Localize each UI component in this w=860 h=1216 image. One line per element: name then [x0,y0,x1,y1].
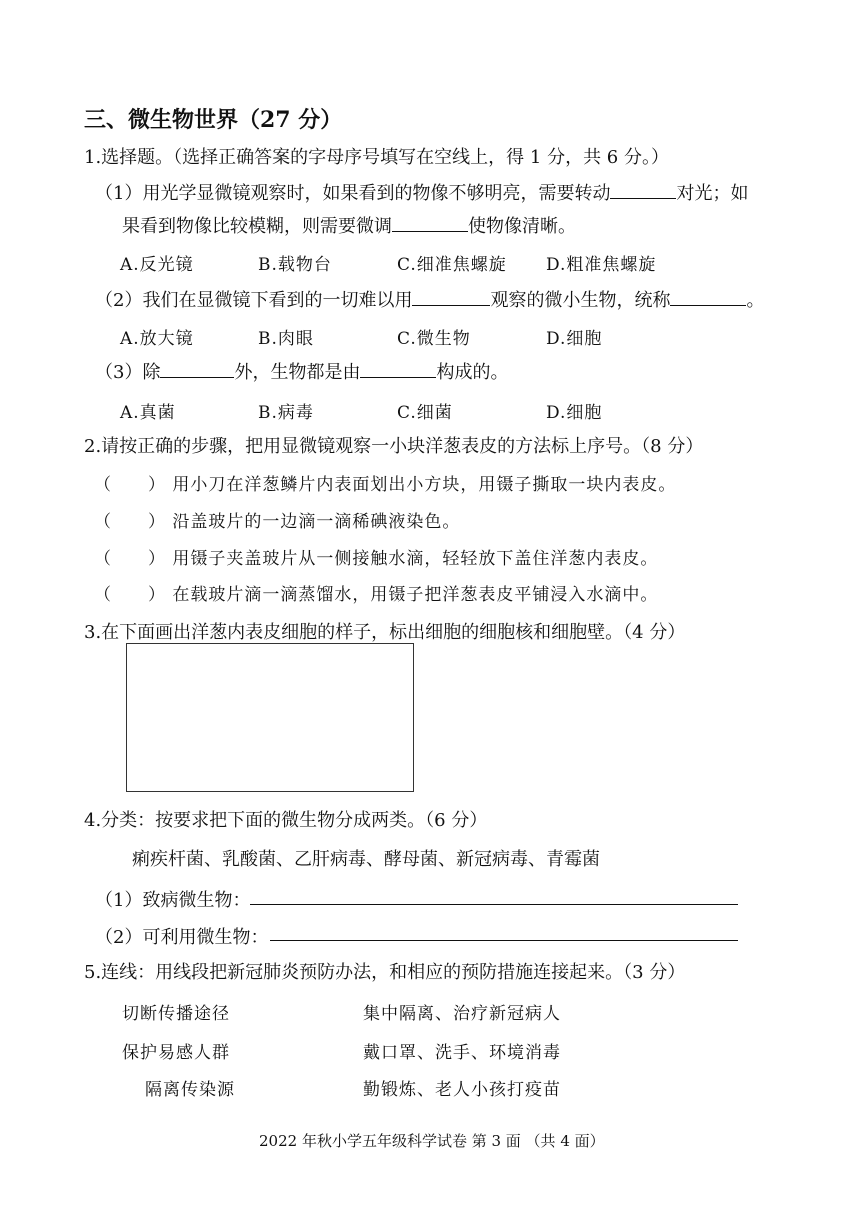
q5-left-item-1[interactable]: 切断传播途径 [122,1004,230,1024]
q1-sub3-option-a: A.真菌 [120,403,176,423]
q1-sub2-text-c: 。 [746,290,765,311]
drawing-box[interactable] [126,643,414,792]
q5-right-item-3[interactable]: 勤锻炼、老人小孩打疫苗 [363,1080,561,1100]
q1-sub2-text-a: （2）我们在显微镜下看到的一切难以用 [95,290,413,311]
q4-title: 4.分类：按要求把下面的微生物分成两类。（6 分） [84,810,488,831]
q1-sub3-option-b: B.病毒 [258,403,314,423]
step-text: 沿盖玻片的一边滴一滴稀碘液染色。 [172,512,461,532]
answer-blank[interactable] [670,289,746,306]
q2-step-1 [94,470,676,495]
q5-title: 5.连线：用线段把新冠肺炎预防办法，和相应的预防措施连接起来。（3 分） [84,962,686,983]
page-footer: 2022 年秋小学五年级科学试卷 第 3 面 （共 4 面） [259,1132,605,1150]
q4-category-1-label: （1）致病微生物： [95,890,251,911]
answer-blank[interactable] [392,215,468,232]
section-title: 三、微生物世界（27 分） [84,107,343,133]
q3-title: 3.在下面画出洋葱内表皮细胞的样子，标出细胞的细胞核和细胞壁。（4 分） [84,622,686,643]
q1-sub1-text-c: 果看到物像比较模糊，则需要微调 [122,216,392,237]
q1-sub2-option-d: D.细胞 [546,329,603,349]
q2-step-2 [94,507,460,532]
q1-sub2-option-a: A.放大镜 [120,329,194,349]
q1-sub1-option-a: A.反光镜 [120,255,194,275]
q5-left-item-3[interactable]: 隔离传染源 [145,1080,235,1100]
order-blank[interactable]: （ ） [94,585,166,605]
order-blank[interactable]: （ ） [94,512,166,532]
q4-category-2-label: （2）可利用微生物： [95,927,269,948]
q5-left-item-2[interactable]: 保护易感人群 [122,1043,230,1063]
q1-sub1-option-b: B.载物台 [258,255,332,275]
order-blank[interactable]: （ ） [94,549,166,569]
step-text: 用镊子夹盖玻片从一侧接触水滴，轻轻放下盖住洋葱内表皮。 [172,549,659,569]
step-text: 在载玻片滴一滴蒸馏水，用镊子把洋葱表皮平铺浸入水滴中。 [172,585,659,605]
q1-sub1-option-c: C.细准焦螺旋 [397,255,507,275]
q1-sub1-text-b: 对光；如 [676,183,749,204]
q1-sub3-option-c: C.细菌 [397,403,453,423]
q4-category-1-answer-line[interactable] [250,904,738,905]
order-blank[interactable]: （ ） [94,475,166,495]
q1-sub1-text-a: （1）用光学显微镜观察时，如果看到的物像不够明亮，需要转动 [95,183,611,204]
q1-sub3-text-c: 构成的。 [436,362,509,383]
q1-sub2-option-b: B.肉眼 [258,329,314,349]
q5-right-item-2[interactable]: 戴口罩、洗手、环境消毒 [363,1043,561,1063]
q1-sub3-line [95,358,508,384]
answer-blank[interactable] [412,289,490,306]
answer-blank[interactable] [610,182,676,199]
q5-right-item-1[interactable]: 集中隔离、治疗新冠病人 [363,1004,561,1024]
q1-title: 1.选择题。（选择正确答案的字母序号填写在空线上，得 1 分，共 6 分。） [84,147,669,168]
step-text: 用小刀在洋葱鳞片内表面划出小方块，用镊子撕取一块内表皮。 [172,475,677,495]
q1-sub1-option-d: D.粗准焦螺旋 [546,255,657,275]
q1-sub1-text-d: 使物像清晰。 [468,216,576,237]
q4-microbe-list: 痢疾杆菌、乳酸菌、乙肝病毒、酵母菌、新冠病毒、青霉菌 [132,849,600,870]
q1-sub3-text-b: 外，生物都是由 [234,362,361,383]
q4-category-2-answer-line[interactable] [270,940,738,941]
q1-sub2-option-c: C.微生物 [397,329,471,349]
q1-sub1-line2 [122,212,576,238]
answer-blank[interactable] [360,361,436,378]
answer-blank[interactable] [160,361,234,378]
q1-sub1-line1 [95,179,748,205]
q1-sub2-line [95,286,764,312]
q1-sub3-option-d: D.细胞 [546,403,603,423]
q2-step-3 [94,544,658,569]
q2-step-4 [94,580,658,605]
q2-title: 2.请按正确的步骤，把用显微镜观察一小块洋葱表皮的方法标上序号。（8 分） [84,436,704,457]
q1-sub2-text-b: 观察的微小生物，统称 [490,290,671,311]
q1-sub3-text-a: （3）除 [95,362,161,383]
